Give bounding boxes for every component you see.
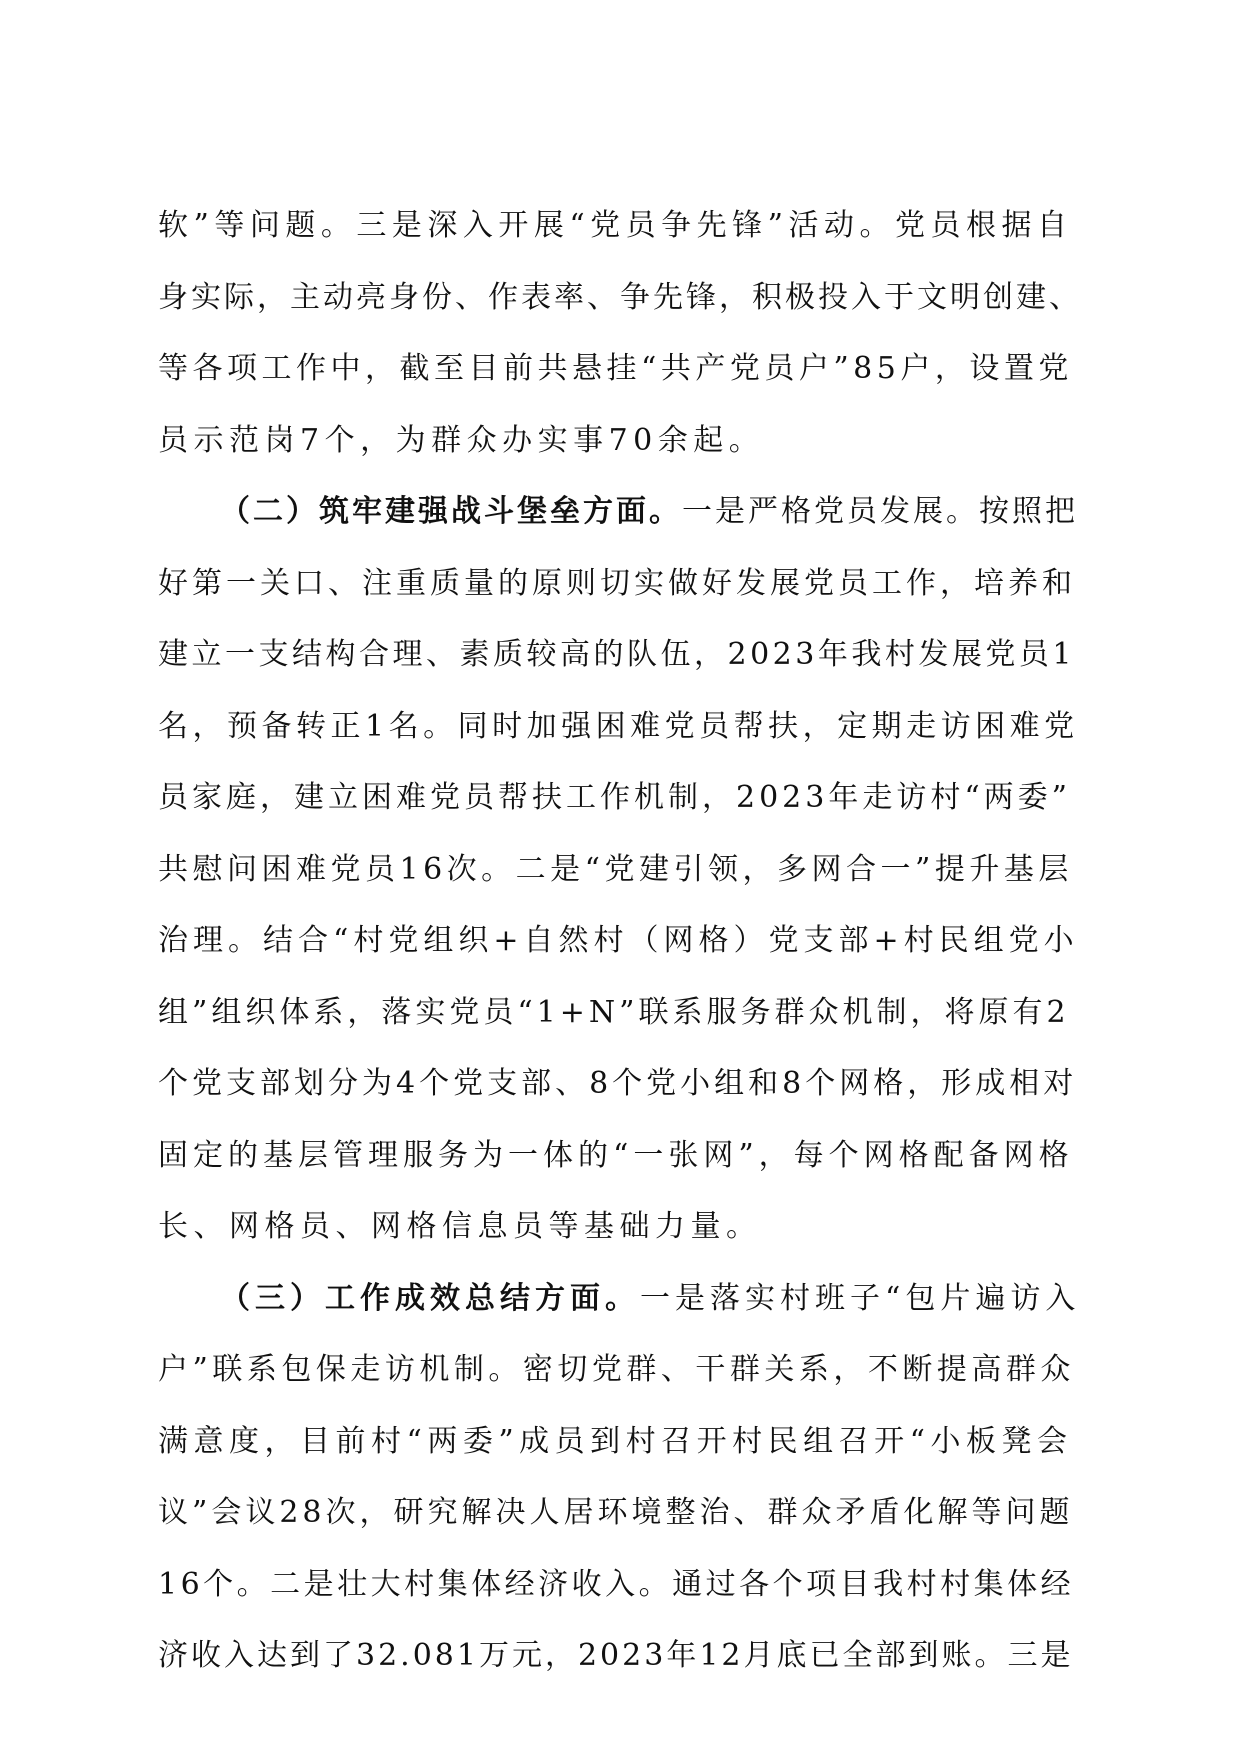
body-text: 一是落实村班子“包片遍访入	[640, 1280, 1081, 1316]
text-line	[158, 1549, 1082, 1621]
text-line	[158, 1334, 1082, 1406]
body-text: 固定的基层管理服务为一体的“一张网”，每个网格配备网格	[158, 1137, 1074, 1173]
body-text: 户”联系包保走访机制。密切党群、干群关系，不断提高群众	[158, 1352, 1075, 1387]
paragraph-p2	[158, 476, 1082, 1263]
text-line	[158, 262, 1082, 334]
text-line	[158, 762, 1082, 834]
section-heading: （三）工作成效总结方面。	[220, 1280, 640, 1316]
text-line	[158, 834, 1082, 906]
text-line	[158, 405, 1082, 477]
body-text: 长、网格员、网格信息员等基础力量。	[158, 1209, 762, 1244]
body-text: 组”组织体系，落实党员“1+N”联系服务群众机制，将原有2	[158, 994, 1070, 1030]
text-line	[158, 1048, 1082, 1120]
body-text: 名，预备转正1名。同时加强困难党员帮扶，定期走访困难党	[158, 708, 1079, 744]
text-line	[158, 333, 1082, 405]
text-line	[158, 190, 1082, 262]
text-line	[158, 1263, 1082, 1335]
text-line	[158, 548, 1082, 620]
body-text: 16个。二是壮大村集体经济收入。通过各个项目我村村集体经	[158, 1566, 1075, 1602]
body-text: 济收入达到了32.081万元，2023年12月底已全部到账。三是	[158, 1638, 1074, 1673]
body-text: 身实际，主动亮身份、作表率、争先锋，积极投入于文明创建、	[158, 279, 1082, 315]
body-text: 满意度，目前村“两委”成员到村召开村民组召开“小板凳会	[158, 1423, 1073, 1459]
paragraph-p3	[158, 1263, 1082, 1692]
body-text: 好第一关口、注重质量的原则切实做好发展党员工作，培养和	[158, 565, 1076, 601]
text-line	[158, 1120, 1082, 1192]
body-text: 软”等问题。三是深入开展“党员争先锋”活动。党员根据自	[158, 208, 1073, 243]
section-heading: （二）筑牢建强战斗堡垒方面。	[220, 494, 682, 529]
document-body	[158, 190, 1082, 1692]
text-line	[158, 619, 1082, 691]
body-text: 议”会议28次，研究解决人居环境整治、群众矛盾化解等问题	[158, 1495, 1074, 1530]
body-text: 员家庭，建立困难党员帮扶工作机制，2023年走访村“两委”	[158, 780, 1072, 815]
text-line	[158, 1477, 1082, 1549]
text-line	[158, 1620, 1082, 1692]
text-line	[158, 691, 1082, 763]
body-text: 共慰问困难党员16次。二是“党建引领，多网合一”提升基层	[158, 851, 1073, 887]
text-line	[158, 476, 1082, 548]
body-text: 治理。结合“村党组织+自然村（网格）党支部+村民组党小	[158, 923, 1079, 958]
body-text: 一是严格党员发展。按照把	[682, 494, 1078, 529]
body-text: 等各项工作中，截至目前共悬挂“共产党员户”85户，设置党	[158, 351, 1073, 386]
text-line	[158, 1406, 1082, 1478]
paragraph-p1	[158, 190, 1082, 476]
text-line	[158, 905, 1082, 977]
body-text: 员示范岗7个，为群众办实事70余起。	[158, 422, 765, 458]
body-text: 建立一支结构合理、素质较高的队伍，2023年我村发展党员1	[158, 637, 1075, 672]
body-text: 个党支部划分为4个党支部、8个党小组和8个网格，形成相对	[158, 1066, 1078, 1101]
text-line	[158, 977, 1082, 1049]
text-line	[158, 1191, 1082, 1263]
